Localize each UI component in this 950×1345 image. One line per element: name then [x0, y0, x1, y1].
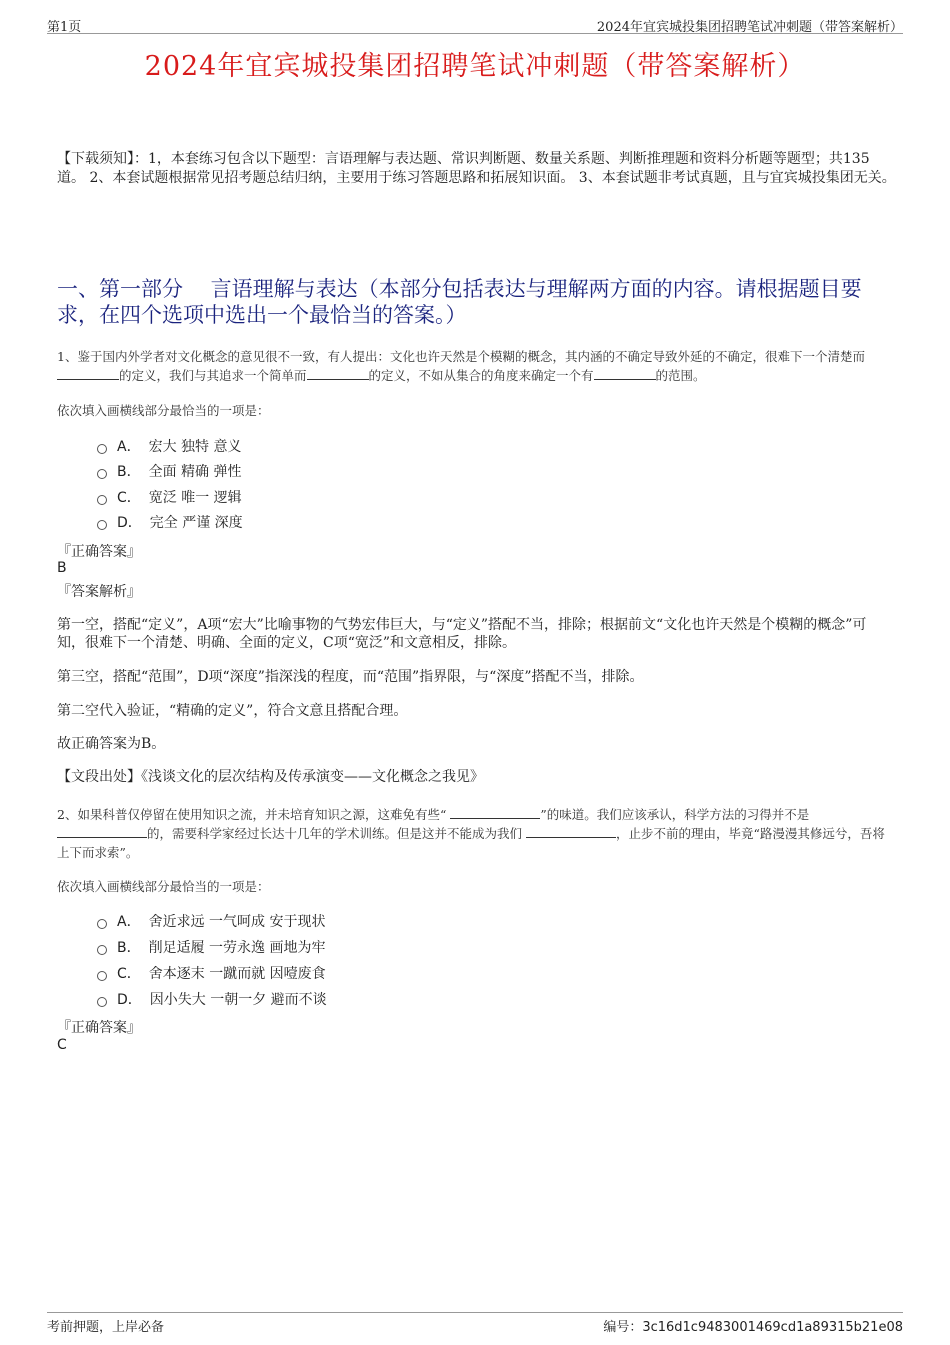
- q1-option-a[interactable]: A． 宏大 独特 意义: [97, 437, 241, 455]
- q1-analysis-label: 『答案解析』: [57, 584, 141, 600]
- q2-option-a[interactable]: A． 舍近求远 一气呵成 安于现状: [97, 912, 325, 930]
- footer-code: 编号：3c16d1c9483001469cd1a89315b21e08: [603, 1320, 903, 1335]
- blank: [594, 367, 656, 380]
- q1-analysis-2: 第三空，搭配“范围”，D项“深度”指深浅的程度，而“范围”指界限，与“深度”搭配不当，排除。: [57, 669, 644, 685]
- q1-analysis-3: 第二空代入验证，“精确的定义”，符合文意且搭配合理。: [57, 703, 408, 719]
- notice-text: ：1，本套练习包含以下题型：言语理解与表达题、常识判断题、数量关系题、判断推理题和资料分析题等题型；共135道。 2、本套试题根据常见招考题总结归纳，主要用于练习答题思路和拓展知识面。 3、本套试题非考试真题，且与宜宾城投集团无关。: [57, 151, 896, 186]
- page-footer: [47, 1312, 903, 1333]
- radio-icon[interactable]: [97, 945, 107, 955]
- download-notice: [57, 150, 897, 188]
- page-number: 第1页: [47, 20, 82, 35]
- radio-icon[interactable]: [97, 971, 107, 981]
- radio-icon[interactable]: [97, 495, 107, 505]
- radio-icon[interactable]: [97, 520, 107, 530]
- blank: [526, 825, 616, 838]
- q1-answer: B: [57, 560, 67, 576]
- question-2-prompt: 依次填入画横线部分最恰当的一项是：: [57, 879, 270, 894]
- q2-option-b[interactable]: B． 削足适履 一劳永逸 画地为牢: [97, 938, 326, 956]
- q1-analysis-4: 故正确答案为B。: [57, 736, 166, 752]
- q2-option-d[interactable]: D． 因小失大 一朝一夕 避而不谈: [97, 990, 327, 1008]
- question-1-prompt: 依次填入画横线部分最恰当的一项是：: [57, 403, 270, 418]
- header-doc-title: 2024年宜宾城投集团招聘笔试冲刺题（带答案解析）: [596, 20, 903, 35]
- q1-answer-label: 『正确答案』: [57, 544, 141, 560]
- q1-source: 【文段出处】《浅谈文化的层次结构及传承演变——文化概念之我见》: [57, 769, 484, 785]
- page-header: [47, 14, 903, 34]
- blank: [450, 806, 540, 819]
- radio-icon[interactable]: [97, 444, 107, 454]
- q2-option-c[interactable]: C． 舍本逐末 一蹴而就 因噎废食: [97, 964, 326, 982]
- q2-answer: C: [57, 1037, 67, 1053]
- blank: [57, 367, 119, 380]
- question-2-stem: 2、如果科普仅停留在使用知识之流，并未培育知识之源，这难免有些“ ”的味道。我们应该承认，科学方法的习得并不是的，需要科学家经过长达十几年的学术训练。但是这并不能成为我们 ，止步不前的理由，毕竟“路漫漫其修远兮，吾将上下而求索”。: [57, 807, 885, 860]
- q1-option-d[interactable]: D． 完全 严谨 深度: [97, 513, 243, 531]
- radio-icon[interactable]: [97, 469, 107, 479]
- page-title: 2024年宜宾城投集团招聘笔试冲刺题（带答案解析）: [144, 51, 806, 82]
- notice-tag: 【下载须知】: [57, 151, 134, 167]
- q1-analysis-1: 第一空，搭配“定义”，A项“宏大”比喻事物的气势宏伟巨大，与“定义”搭配不当，排除；根据前文“文化也许天然是个模糊的概念”可知，很难下一个清楚、明确、全面的定义，C项“宽泛”和文意相反，排除。: [57, 617, 867, 651]
- blank: [307, 367, 369, 380]
- footer-slogan: 考前押题，上岸必备: [47, 1320, 165, 1335]
- q1-option-c[interactable]: C． 宽泛 唯一 逻辑: [97, 488, 242, 506]
- question-1-stem: 1、鉴于国内外学者对文化概念的意见很不一致，有人提出：文化也许天然是个模糊的概念，其内涵的不确定导致外延的不确定，很难下一个清楚而的定义，我们与其追求一个简单而 的定义，不如从集合的角度来确定一个有 的范围。: [57, 349, 865, 383]
- q1-option-b[interactable]: B． 全面 精确 弹性: [97, 462, 242, 480]
- section-title: 一、第一部分 言语理解与表达（本部分包括表达与理解两方面的内容。请根据题目要求，在四个选项中选出一个最恰当的答案。）: [57, 277, 862, 327]
- radio-icon[interactable]: [97, 919, 107, 929]
- radio-icon[interactable]: [97, 997, 107, 1007]
- blank: [57, 825, 147, 838]
- q2-answer-label: 『正确答案』: [57, 1020, 141, 1036]
